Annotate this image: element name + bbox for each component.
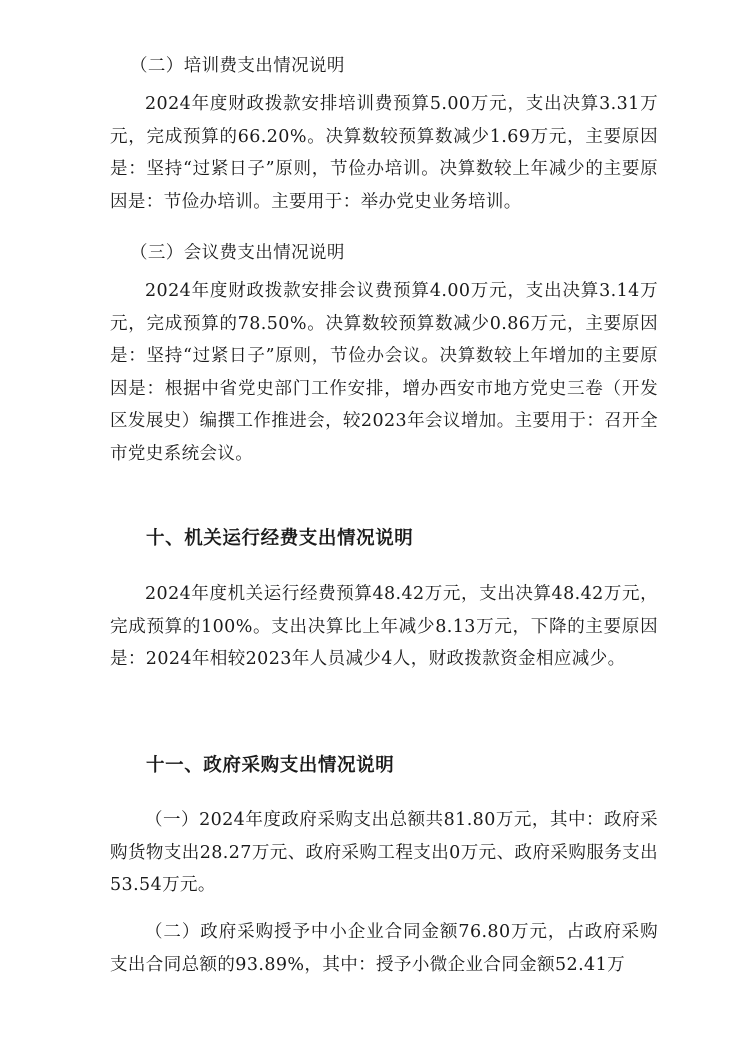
operating-expense-paragraph: 2024年度机关运行经费预算48.42万元，支出决算48.42万元，完成预算的100%。支出决算比上年减少8.13万元，下降的主要原因是：2024年相较2023年人员减少4人，财政拨款资金相应减少。 [110,584,658,670]
procurement-paragraph-sme: （二）政府采购授予中小企业合同金额76.80万元，占政府采购支出合同总额的93.89%，其中：授予小微企业合同金额52.41万 [110,922,658,975]
meeting-fee-paragraph: 2024年度财政拨款安排会议费预算4.00万元，支出决算3.14万元，完成预算的78.50%。决算数较预算数减少0.86万元，主要原因是：坚持“过紧日子”原则，节俭办会议。决算数较上年增加的主要原因是：根据中省党史部门工作安排，增办西安市地方党史三卷（开发区发展史）编撰工作推进会，较2023年会议增加。主要用于：召开全市党史系统会议。 [110,281,658,464]
training-fee-heading: （二）培训费支出情况说明 [130,56,345,76]
procurement-heading: 十一、政府采购支出情况说明 [146,755,395,776]
training-fee-paragraph: 2024年度财政拨款安排培训费预算5.00万元，支出决算3.31万元，完成预算的66.20%。决算数较预算数减少1.69万元，主要原因是：坚持“过紧日子”原则，节俭办培训。决算数较上年减少的主要原因是：节俭办培训。主要用于：举办党史业务培训。 [110,94,658,212]
meeting-fee-heading: （三）会议费支出情况说明 [130,243,345,263]
procurement-paragraph-total: （一）2024年度政府采购支出总额共81.80万元，其中：政府采购货物支出28.27万元、政府采购工程支出0万元、政府采购服务支出53.54万元。 [110,810,658,896]
operating-expense-heading: 十、机关运行经费支出情况说明 [146,528,414,549]
